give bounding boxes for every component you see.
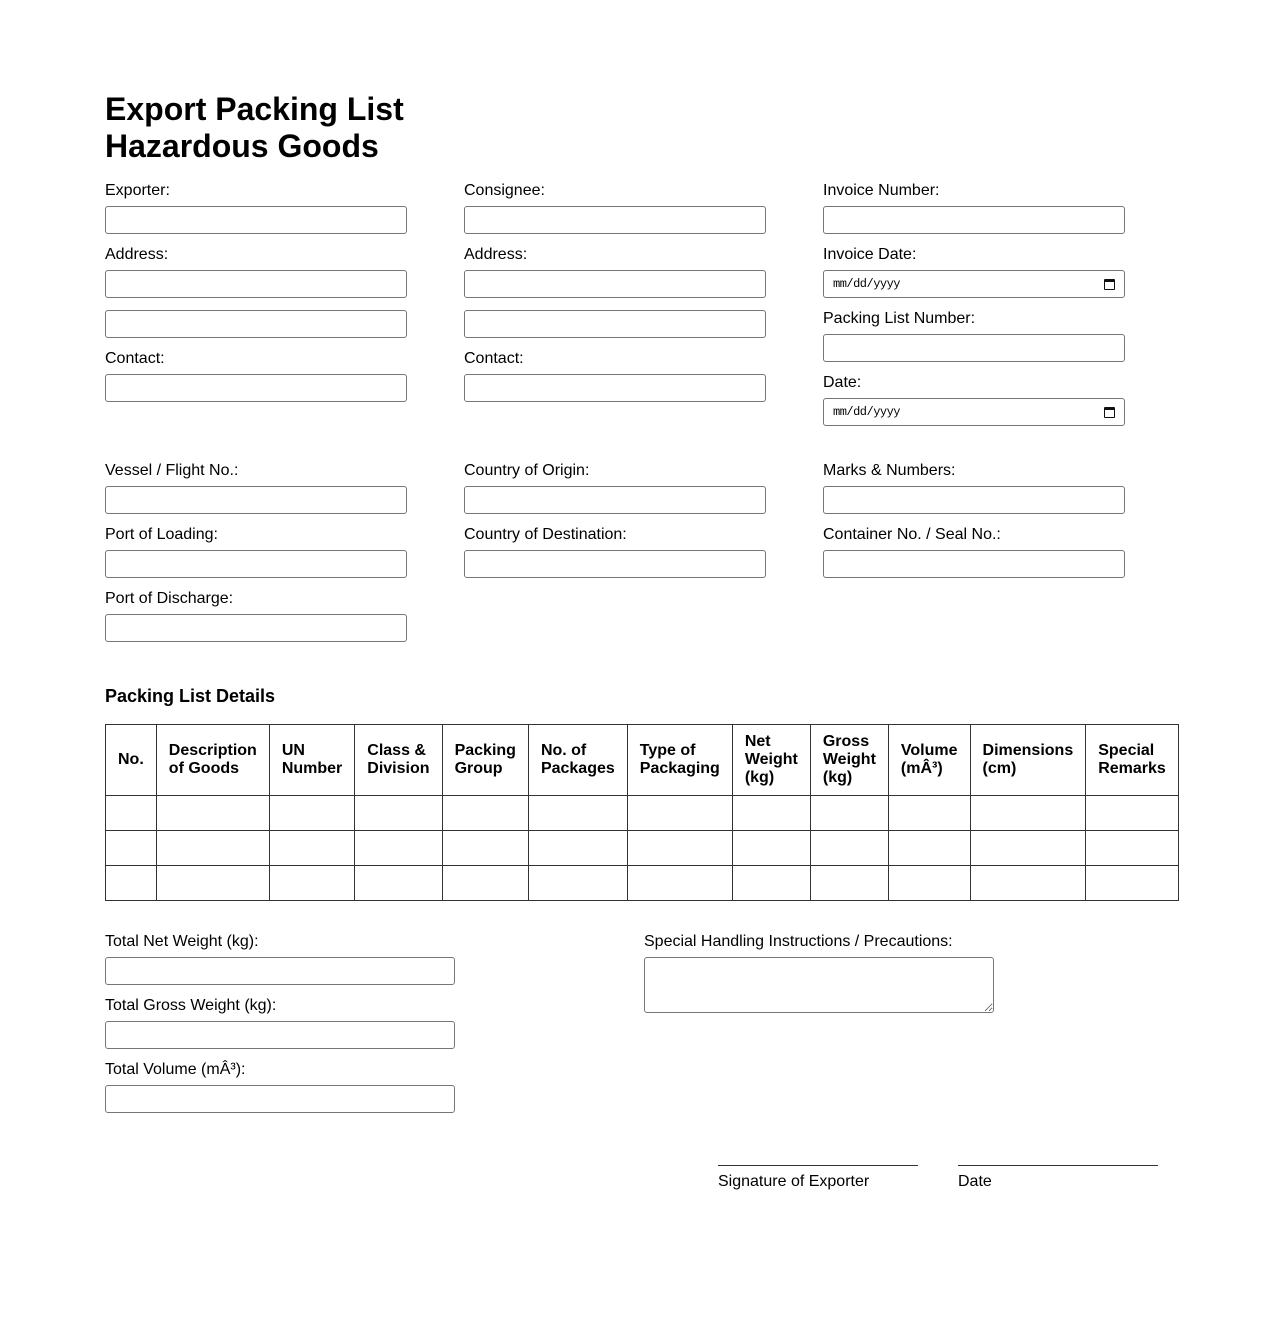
- table-cell[interactable]: [106, 866, 157, 901]
- total-gross-weight-input[interactable]: [105, 1021, 455, 1049]
- table-cell[interactable]: [442, 866, 528, 901]
- invoice-number-label: Invoice Number:: [823, 182, 940, 199]
- calendar-icon[interactable]: [1104, 279, 1115, 290]
- packing-list-number-input[interactable]: [823, 334, 1125, 362]
- exporter-input[interactable]: [105, 206, 407, 234]
- table-cell[interactable]: [627, 796, 732, 831]
- date-label: Date:: [823, 374, 862, 391]
- col-header-class-division: Class & Division: [355, 725, 442, 796]
- exporter-contact-input[interactable]: [105, 374, 407, 402]
- table-cell[interactable]: [528, 831, 627, 866]
- table-row: [106, 796, 1179, 831]
- table-cell[interactable]: [970, 796, 1086, 831]
- consignee-input[interactable]: [464, 206, 766, 234]
- country-of-origin-label: Country of Origin:: [464, 462, 590, 479]
- marks-numbers-input[interactable]: [823, 486, 1125, 514]
- title-line-2: Hazardous Goods: [105, 128, 379, 164]
- packing-list-details-heading: Packing List Details: [105, 686, 276, 706]
- country-of-destination-input[interactable]: [464, 550, 766, 578]
- page-title: [105, 91, 445, 165]
- table-cell[interactable]: [810, 831, 888, 866]
- table-cell[interactable]: [732, 866, 810, 901]
- table-row: [106, 866, 1179, 901]
- special-handling-textarea[interactable]: [644, 957, 994, 1013]
- col-header-type-packaging: Type of Packaging: [627, 725, 732, 796]
- table-cell[interactable]: [156, 866, 269, 901]
- table-cell[interactable]: [355, 866, 442, 901]
- table-cell[interactable]: [1086, 866, 1179, 901]
- container-seal-label: Container No. / Seal No.:: [823, 526, 1001, 543]
- table-cell[interactable]: [888, 796, 970, 831]
- date-placeholder: mm/dd/yyyy: [833, 405, 901, 419]
- col-header-gross-weight: Gross Weight (kg): [810, 725, 888, 796]
- invoice-date-placeholder: mm/dd/yyyy: [833, 277, 901, 291]
- container-seal-input[interactable]: [823, 550, 1125, 578]
- col-header-no-packages: No. of Packages: [528, 725, 627, 796]
- calendar-icon[interactable]: [1104, 407, 1115, 418]
- table-cell[interactable]: [269, 866, 354, 901]
- special-handling-label: Special Handling Instructions / Precautions:: [644, 933, 953, 950]
- table-cell[interactable]: [528, 866, 627, 901]
- table-cell[interactable]: [106, 831, 157, 866]
- table-cell[interactable]: [1086, 831, 1179, 866]
- consignee-label: Consignee:: [464, 182, 545, 199]
- consignee-contact-label: Contact:: [464, 350, 524, 367]
- table-header-row: [106, 725, 1179, 796]
- table-cell[interactable]: [810, 796, 888, 831]
- table-cell[interactable]: [1086, 796, 1179, 831]
- table-cell[interactable]: [732, 796, 810, 831]
- total-net-weight-input[interactable]: [105, 957, 455, 985]
- col-header-net-weight: Net Weight (kg): [732, 725, 810, 796]
- table-cell[interactable]: [355, 796, 442, 831]
- invoice-date-label: Invoice Date:: [823, 246, 917, 263]
- table-cell[interactable]: [888, 866, 970, 901]
- table-cell[interactable]: [732, 831, 810, 866]
- signature-line: [718, 1165, 918, 1166]
- table-cell[interactable]: [627, 831, 732, 866]
- date-input[interactable]: [823, 398, 1125, 426]
- col-header-no: No.: [106, 725, 157, 796]
- country-of-destination-label: Country of Destination:: [464, 526, 627, 543]
- exporter-address-line2-input[interactable]: [105, 310, 407, 338]
- exporter-address-label: Address:: [105, 246, 169, 263]
- col-header-packing-group: Packing Group: [442, 725, 528, 796]
- table-cell[interactable]: [269, 831, 354, 866]
- exporter-address-line1-input[interactable]: [105, 270, 407, 298]
- exporter-contact-label: Contact:: [105, 350, 165, 367]
- invoice-date-input[interactable]: [823, 270, 1125, 298]
- table-cell[interactable]: [810, 866, 888, 901]
- packing-list-table: [105, 724, 1179, 901]
- port-of-discharge-label: Port of Discharge:: [105, 590, 234, 607]
- signature-date-label: Date: [958, 1173, 992, 1190]
- table-cell[interactable]: [442, 831, 528, 866]
- port-of-discharge-input[interactable]: [105, 614, 407, 642]
- col-header-description: Description of Goods: [156, 725, 269, 796]
- signature-label: Signature of Exporter: [718, 1173, 870, 1190]
- title-line-1: Export Packing List: [105, 91, 404, 127]
- country-of-origin-input[interactable]: [464, 486, 766, 514]
- packing-list-number-label: Packing List Number:: [823, 310, 976, 327]
- consignee-contact-input[interactable]: [464, 374, 766, 402]
- consignee-address-line2-input[interactable]: [464, 310, 766, 338]
- consignee-address-label: Address:: [464, 246, 528, 263]
- col-header-volume: Volume (mÂ³): [888, 725, 970, 796]
- marks-numbers-label: Marks & Numbers:: [823, 462, 956, 479]
- col-header-special-remarks: Special Remarks: [1086, 725, 1179, 796]
- table-cell[interactable]: [528, 796, 627, 831]
- vessel-flight-label: Vessel / Flight No.:: [105, 462, 239, 479]
- total-volume-input[interactable]: [105, 1085, 455, 1113]
- signature-date-line: [958, 1165, 1158, 1166]
- total-net-weight-label: Total Net Weight (kg):: [105, 933, 259, 950]
- table-cell[interactable]: [355, 831, 442, 866]
- table-cell[interactable]: [156, 796, 269, 831]
- table-cell[interactable]: [970, 866, 1086, 901]
- vessel-flight-input[interactable]: [105, 486, 407, 514]
- table-cell[interactable]: [156, 831, 269, 866]
- table-cell[interactable]: [627, 866, 732, 901]
- port-of-loading-label: Port of Loading:: [105, 526, 218, 543]
- col-header-dimensions: Dimensions (cm): [970, 725, 1086, 796]
- table-row: [106, 831, 1179, 866]
- table-cell[interactable]: [970, 831, 1086, 866]
- table-cell[interactable]: [888, 831, 970, 866]
- col-header-un-number: UN Number: [269, 725, 354, 796]
- total-volume-label: Total Volume (mÂ³):: [105, 1061, 246, 1078]
- total-gross-weight-label: Total Gross Weight (kg):: [105, 997, 277, 1014]
- consignee-address-line1-input[interactable]: [464, 270, 766, 298]
- exporter-label: Exporter:: [105, 182, 170, 199]
- invoice-number-input[interactable]: [823, 206, 1125, 234]
- port-of-loading-input[interactable]: [105, 550, 407, 578]
- table-cell[interactable]: [269, 796, 354, 831]
- table-cell[interactable]: [106, 796, 157, 831]
- table-cell[interactable]: [442, 796, 528, 831]
